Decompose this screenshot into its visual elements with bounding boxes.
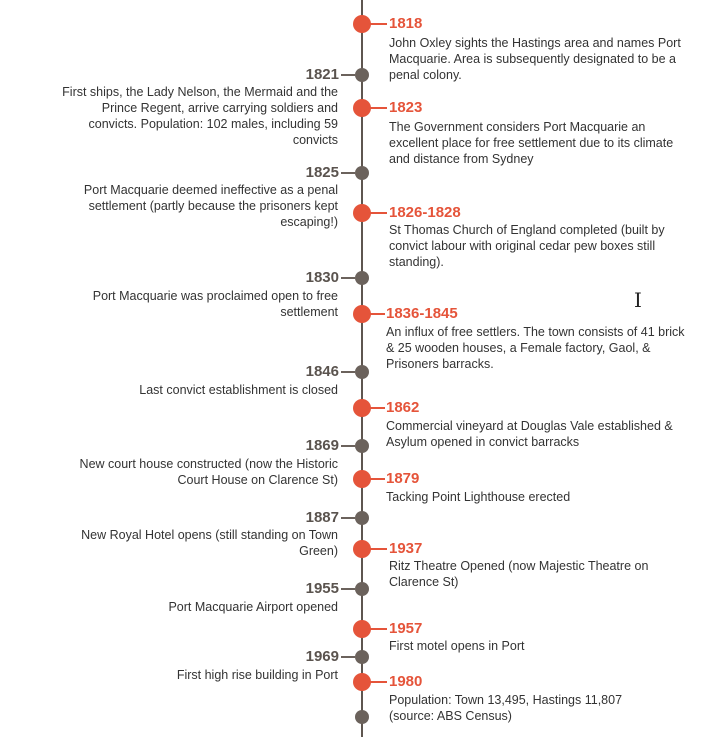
event-desc-1823: The Government considers Port Macquarie an excellent place for free settlement due to its climate and distance from Sydney (389, 120, 674, 166)
event-desc-1846: Last convict establishment is closed (139, 383, 338, 397)
event-desc-1937: Ritz Theatre Opened (now Majestic Theatre on Clarence St) (389, 559, 649, 589)
timeline-connector (341, 588, 355, 590)
event-desc-1980: Population: Town 13,495, Hastings 11,807 (source: ABS Census) (389, 693, 623, 723)
timeline-connector (341, 371, 355, 373)
timeline-marker-gray (355, 650, 369, 664)
timeline-connector (341, 656, 355, 658)
event-year-1846: 1846 (305, 363, 339, 380)
event-year-1980: 1980 (389, 673, 423, 690)
timeline-connector (341, 172, 355, 174)
event-desc-1825: Port Macquarie deemed ineffective as a penal settlement (partly because the prisoners kept escaping!) (83, 183, 338, 229)
timeline-connector (369, 548, 387, 550)
timeline-marker-gray (355, 582, 369, 596)
event-desc-1969: First high rise building in Port (176, 668, 338, 682)
event-year-1869: 1869 (305, 437, 339, 454)
timeline-connector (369, 107, 387, 109)
timeline-marker-gray (355, 439, 369, 453)
event-desc-1826-1828: St Thomas Church of England completed (built by convict labour with original cedar pew boxes still standing). (389, 223, 665, 269)
event-year-1862: 1862 (386, 399, 420, 416)
timeline-connector (341, 277, 355, 279)
event-desc-1869: New court house constructed (now the Historic Court House on Clarence St) (79, 457, 338, 487)
timeline-connector (341, 74, 355, 76)
event-year-1826-1828: 1826-1828 (389, 204, 461, 221)
timeline-connector (369, 681, 387, 683)
timeline-connector (369, 628, 387, 630)
event-desc-1821: First ships, the Lady Nelson, the Mermaid and the Prince Regent, arrive carrying soldiers and convicts. Population: 102 males, including 59 convicts (62, 85, 338, 147)
event-desc-1830: Port Macquarie was proclaimed open to free settlement (92, 289, 338, 319)
timeline-connector (369, 407, 385, 409)
event-desc-1955: Port Macquarie Airport opened (168, 600, 338, 614)
event-desc-1879: Tacking Point Lighthouse erected (386, 490, 571, 504)
timeline-connector (369, 23, 387, 25)
event-desc-1836-1845: An influx of free settlers. The town consists of 41 brick & 25 wooden houses, a Female factory, Gaol, & Prisoners barracks. (386, 325, 685, 371)
timeline-connector (369, 212, 387, 214)
timeline-marker-gray (355, 365, 369, 379)
event-year-1836-1845: 1836-1845 (386, 305, 458, 322)
event-desc-1957: First motel opens in Port (389, 639, 525, 653)
event-desc-1862: Commercial vineyard at Douglas Vale established & Asylum opened in convict barracks (386, 419, 673, 449)
timeline-connector (369, 313, 385, 315)
timeline-marker-gray (355, 511, 369, 525)
event-year-1957: 1957 (389, 620, 423, 637)
event-year-1955: 1955 (305, 580, 339, 597)
event-year-1823: 1823 (389, 99, 423, 116)
timeline-connector (341, 445, 355, 447)
timeline-marker-gray (355, 710, 369, 724)
timeline-marker-gray (355, 166, 369, 180)
event-year-1821: 1821 (305, 66, 339, 83)
text-cursor-icon: I (634, 288, 642, 312)
event-year-1818: 1818 (389, 15, 423, 32)
event-desc-1887: New Royal Hotel opens (still standing on Town Green) (81, 528, 338, 558)
timeline-marker-gray (355, 68, 369, 82)
timeline-connector (341, 517, 355, 519)
event-year-1825: 1825 (305, 164, 339, 181)
event-year-1830: 1830 (305, 269, 339, 286)
event-year-1887: 1887 (305, 509, 339, 526)
event-desc-1818: John Oxley sights the Hastings area and names Port Macquarie. Area is subsequently designated to be a penal colony. (389, 36, 681, 82)
timeline-connector (369, 478, 385, 480)
event-year-1879: 1879 (386, 470, 420, 487)
event-year-1937: 1937 (389, 540, 423, 557)
event-year-1969: 1969 (305, 648, 339, 665)
timeline-marker-gray (355, 271, 369, 285)
